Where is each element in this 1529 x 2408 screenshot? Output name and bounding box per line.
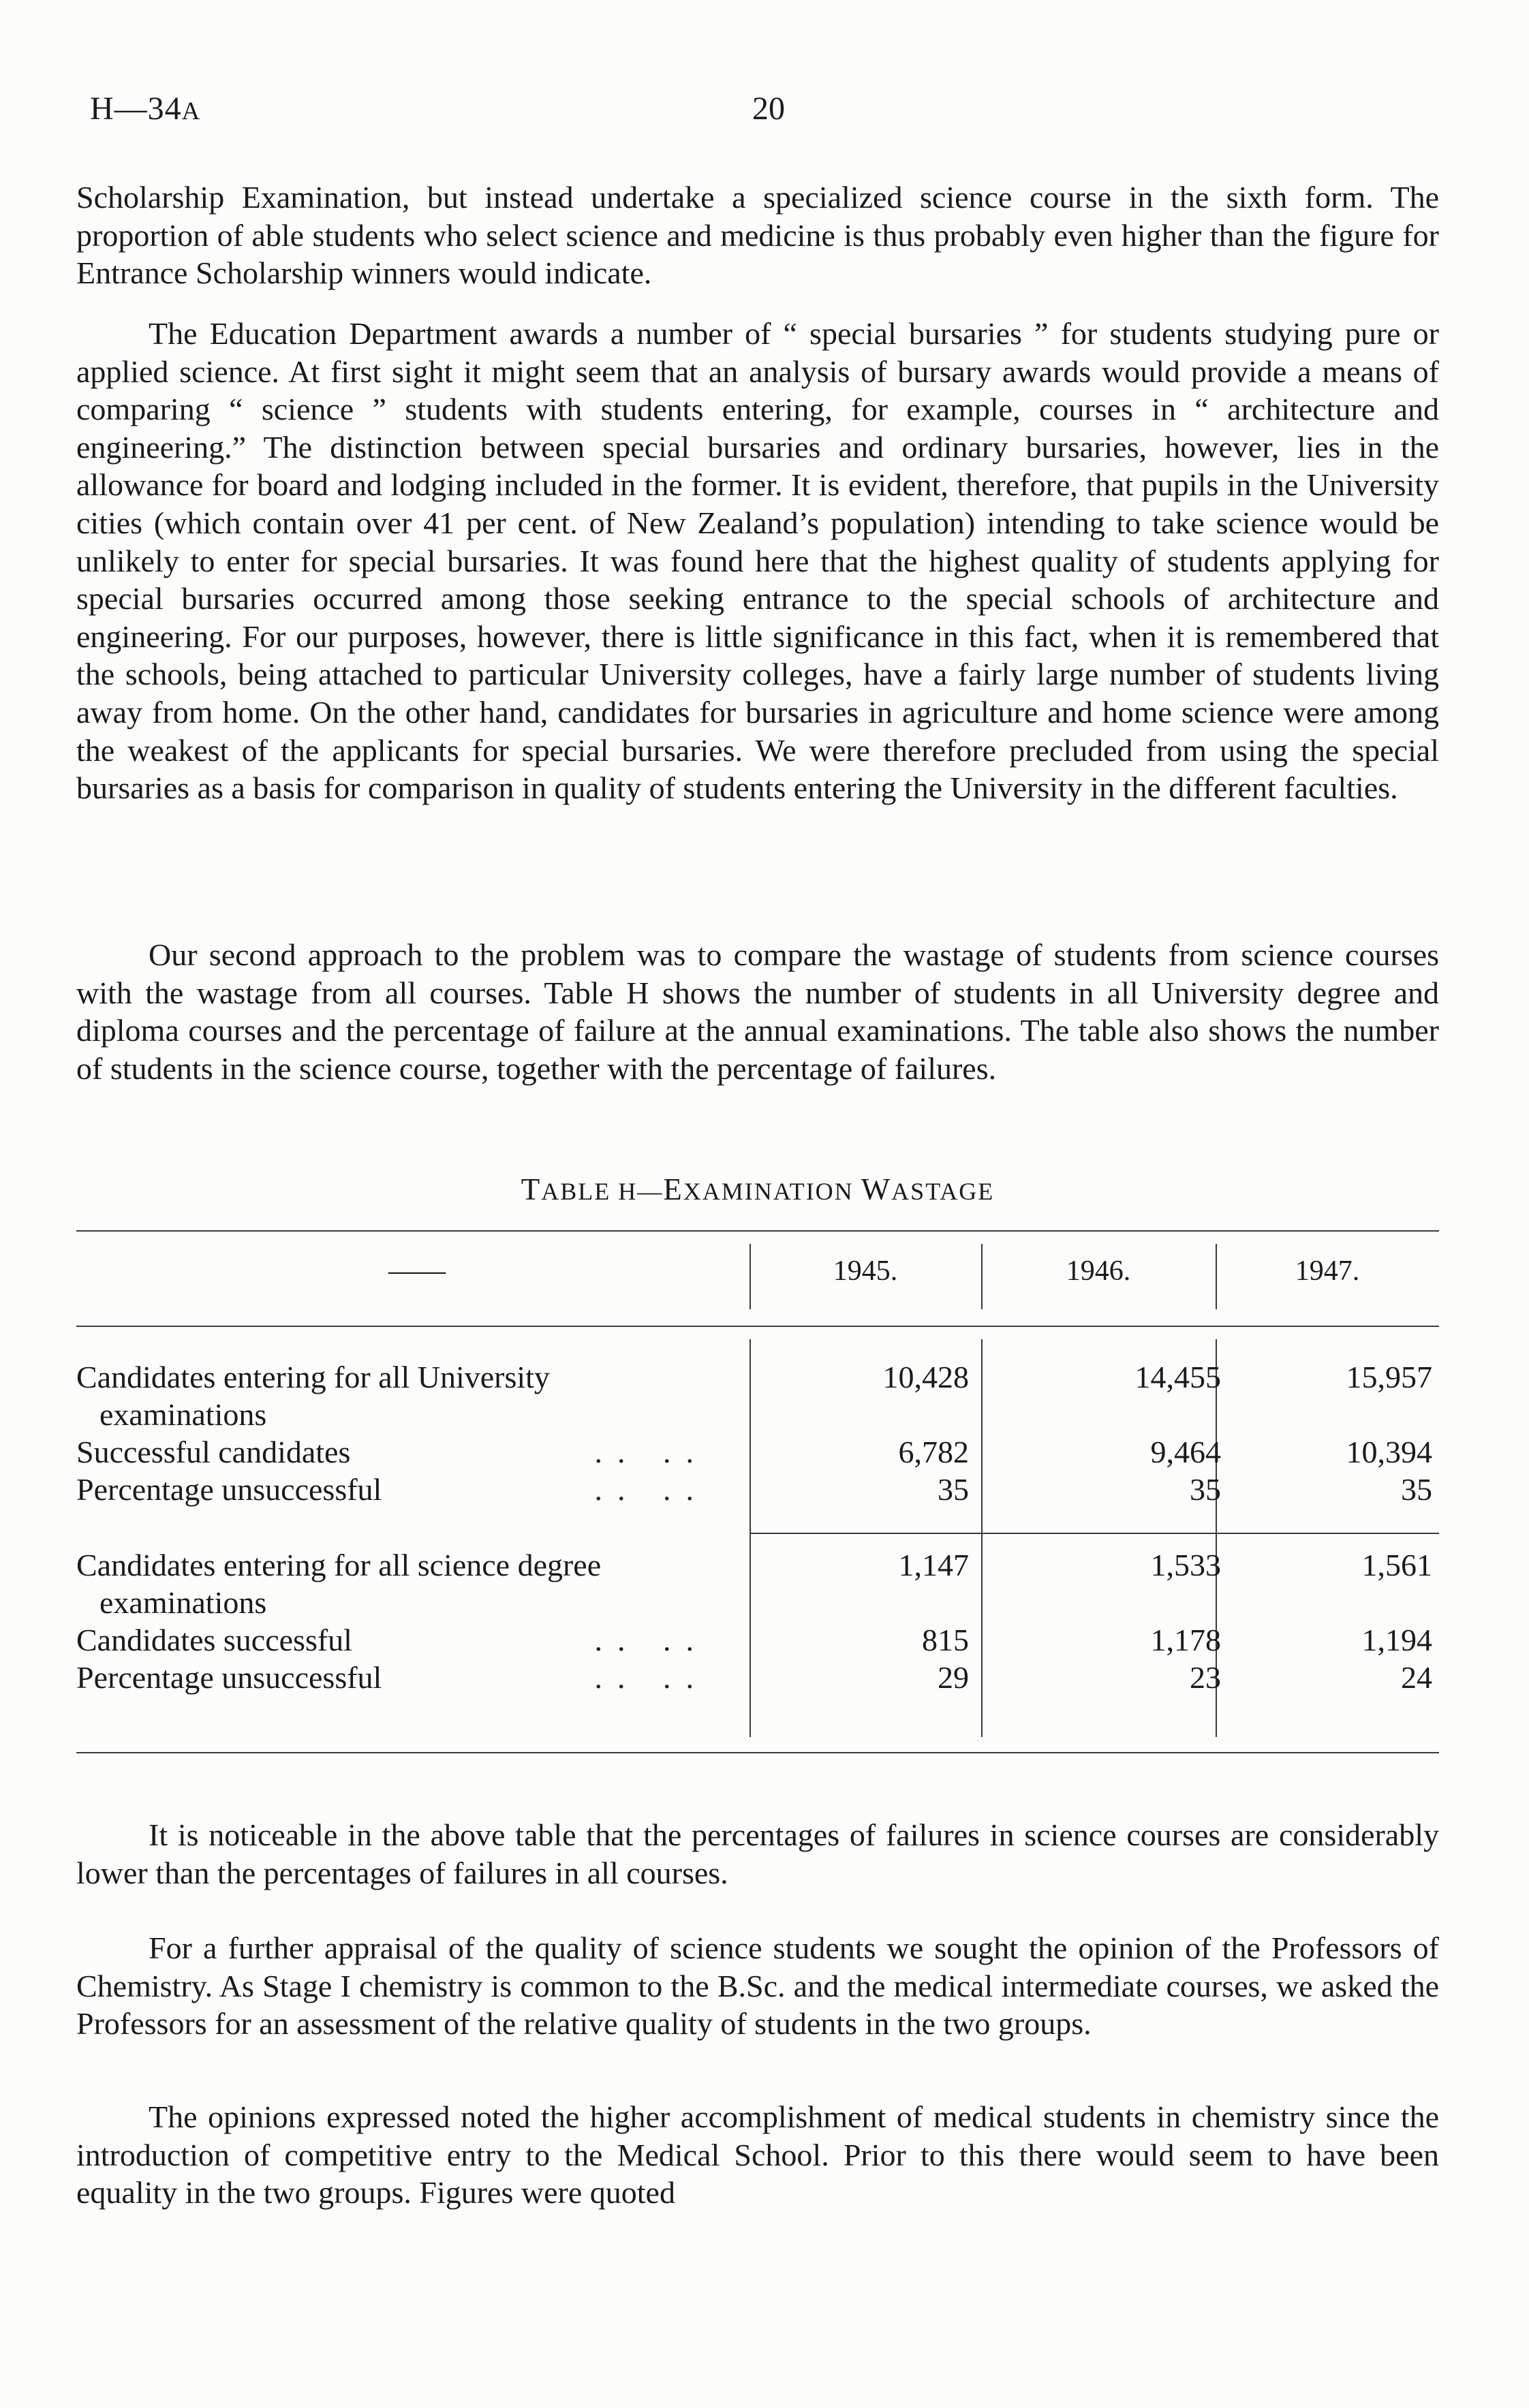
table-cell: 35 (938, 1472, 969, 1507)
table-cell: 10,428 (882, 1360, 969, 1394)
table-cell: 15,957 (1346, 1360, 1432, 1394)
table-cell: 1,533 (1150, 1548, 1221, 1582)
paragraph-5: For a further appraisal of the quality of science students we sought the opinion of the Professors of Chemistry. As Stage I chemistry is common to the B.Sc. and the medical intermediate courses, we asked the Professors for an assessment of the relative quality of students in the two groups. (76, 1930, 1439, 2042)
paragraph-2: The Education Department awards a number of “ special bursaries ” for students studying pure or applied science. At first sight it might seem that an analysis of bursary awards would provide a means of comparing “ science ” students with students entering, for example, courses in “ architecture and engineering.” The distinction between special bursaries and ordinary bursaries, however, lies in the allowance for board and lodging included in the former. It is evident, therefore, that pupils in the University cities (which contain over 41 per cent. of New Zealand’s population) intending to take science would be unlikely to enter for special bursaries. It was found here that the highest quality of students applying for special bursaries occurred among those seeking entrance to the special schools of architecture and engineering. For our purposes, however, there is little significance in this fact, when it is remembered that the schools, being attached to particular University colleges, have a fairly large number of students living away from home. On the other hand, candidates for bursaries in agriculture and home science were among the weakest of the applicants for special bursaries. We were therefore precluded from using the special bursaries as a basis for comparison in quality of students entering the University in the different faculties. (76, 316, 1439, 806)
paragraph-1: Scholarship Examination, but instead undertake a specialized science course in the sixth form. The proportion of able students who select science and medicine is thus probably even higher than the figure for Entrance Scholarship winners would indicate. (76, 180, 1439, 291)
table-cell: 24 (1401, 1660, 1432, 1695)
table-column-divider (981, 1339, 983, 1737)
table-caption: TABLE H—EXAMINATION WASTAGE (521, 1172, 995, 1206)
table-cell: 1,561 (1361, 1548, 1432, 1582)
table-top-rule (76, 1230, 1439, 1232)
column-header-1946: 1946. (1066, 1255, 1131, 1287)
document-page (76, 0, 1439, 2408)
table-cell: 6,782 (898, 1435, 969, 1469)
document-reference: H—34A (90, 91, 201, 127)
table-section-rule (750, 1533, 1439, 1534)
table-cell: 815 (922, 1623, 969, 1657)
row-label: Percentage unsuccessful .. .. (76, 1660, 709, 1695)
table-column-divider (750, 1339, 751, 1737)
table-cell: 10,394 (1346, 1435, 1432, 1469)
row-label: Candidates entering for all University examinations (76, 1360, 550, 1432)
table-cell: 35 (1401, 1472, 1432, 1507)
table-bottom-rule (76, 1752, 1439, 1753)
table-cell: 14,455 (1134, 1360, 1221, 1394)
table-cell: 23 (1190, 1660, 1221, 1695)
row-label: Successful candidates .. .. (76, 1435, 709, 1469)
table-cell: 1,194 (1361, 1623, 1432, 1657)
table-cell: 29 (938, 1660, 969, 1695)
table-cell: 1,178 (1150, 1623, 1221, 1657)
table-header-rule (76, 1326, 1439, 1327)
page-number: 20 (752, 91, 785, 127)
column-header-1947: 1947. (1295, 1255, 1360, 1287)
table-cell: 35 (1190, 1472, 1221, 1507)
row-label: Percentage unsuccessful .. .. (76, 1472, 709, 1507)
page-header (76, 90, 1439, 138)
row-label: Candidates successful .. .. (76, 1623, 709, 1657)
row-label: Candidates entering for all science degree examinations (76, 1548, 602, 1620)
paragraph-4: It is noticeable in the above table that the percentages of failures in science courses are considerably lower than the percentages of failures in all courses. (76, 1817, 1439, 1890)
paragraph-3: Our second approach to the problem was to compare the wastage of students from science courses with the wastage from all courses. Table H shows the number of students in all University degree and diploma courses and the percentage of failure at the annual examinations. The table also shows the number of students in the science course, together with the percentage of failures. (76, 937, 1439, 1086)
table-corner: —— (388, 1255, 446, 1287)
column-header-1945: 1945. (833, 1255, 898, 1287)
table-cell: 9,464 (1150, 1435, 1221, 1469)
paragraph-6: The opinions expressed noted the higher accomplishment of medical students in chemistry since the introduction of competitive entry to the Medical School. Prior to this there would seem to have been equality in the two groups. Figures were quoted (76, 2099, 1439, 2210)
table-cell: 1,147 (898, 1548, 969, 1582)
